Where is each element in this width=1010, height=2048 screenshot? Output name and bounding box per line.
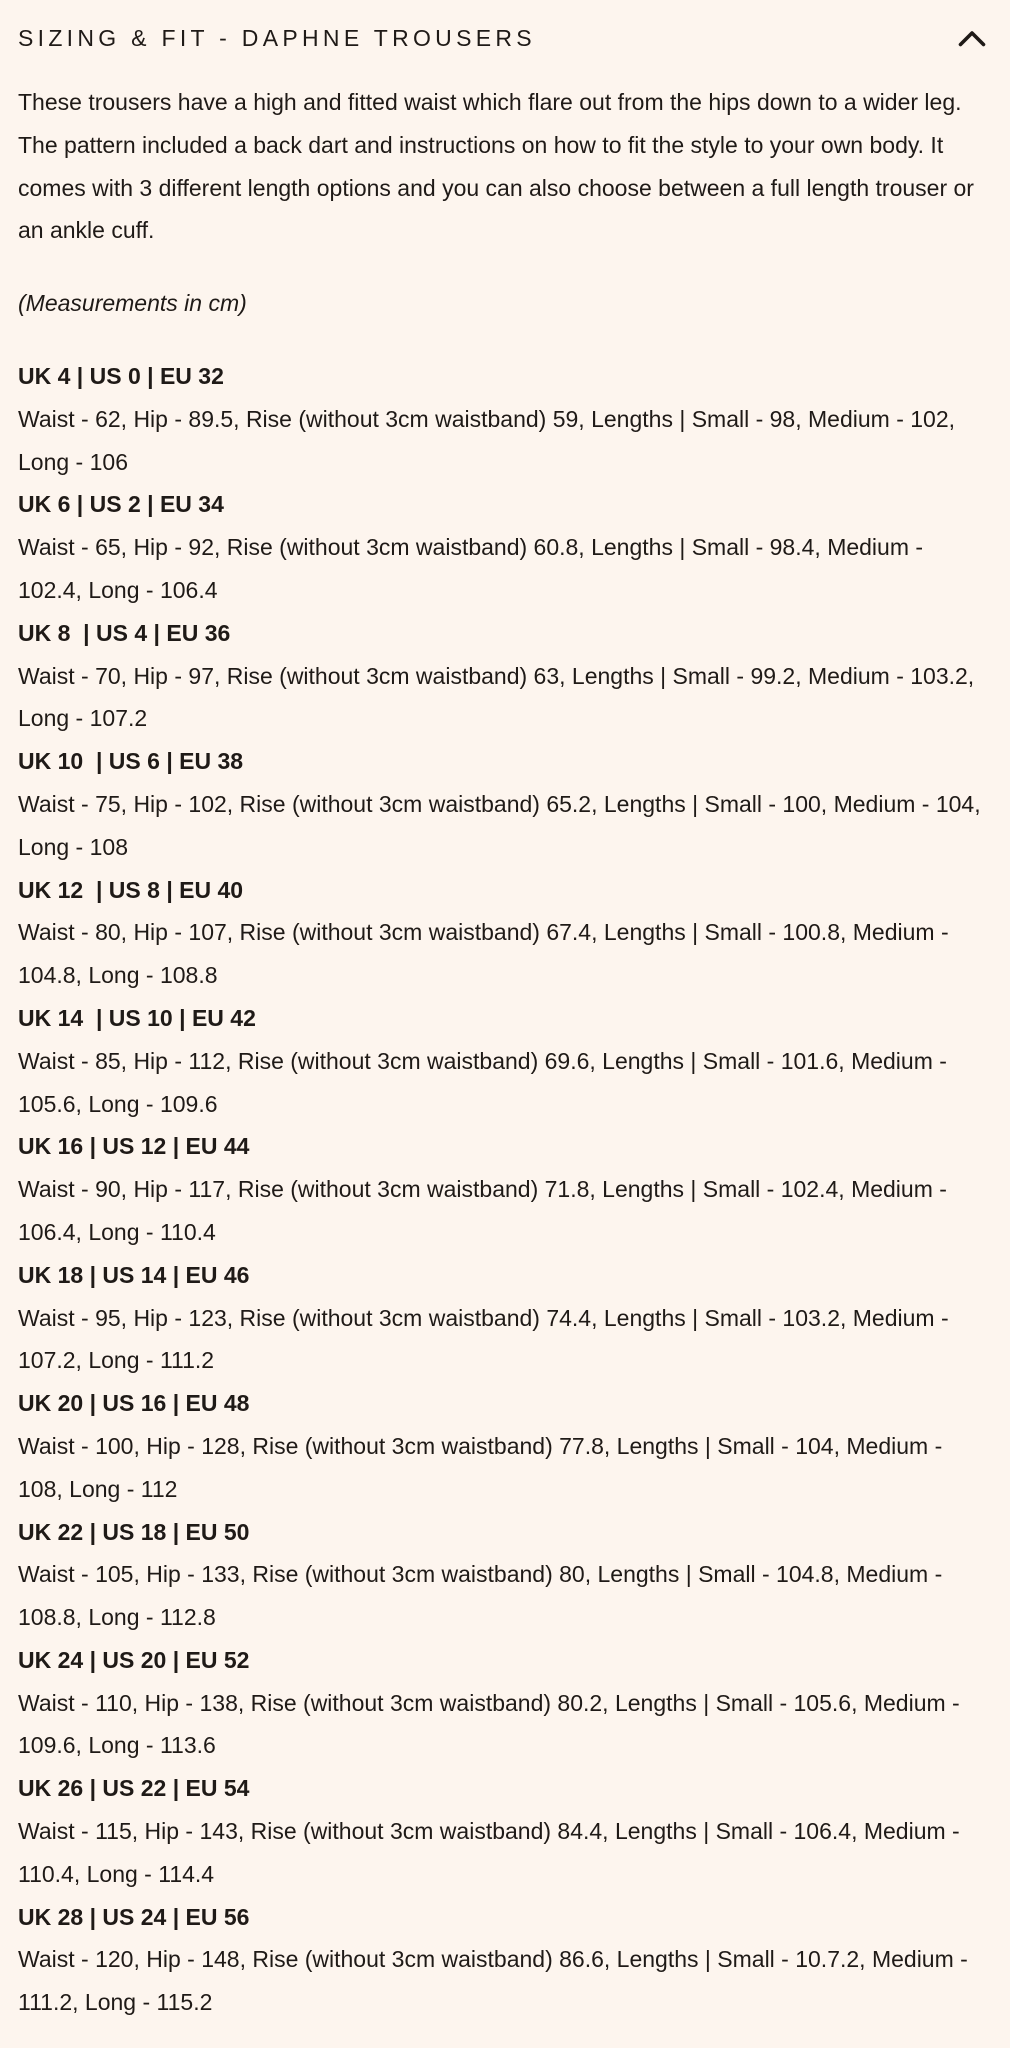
size-list <box>18 355 992 2024</box>
measurements-note: (Measurements in cm) <box>18 290 247 317</box>
size-heading: UK 22 | US 18 | EU 50 <box>18 1518 250 1545</box>
size-entry-uk18 <box>18 1254 992 1382</box>
size-entry-uk6 <box>18 483 992 611</box>
size-entry-uk10 <box>18 740 992 868</box>
size-measurements: Waist - 120, Hip - 148, Rise (without 3cm waistband) 86.6, Lengths | Small - 10.7.2, Medium - 111.2, Long - 115.2 <box>18 1946 968 2016</box>
size-entry-uk14 <box>18 997 992 1125</box>
accordion-title: SIZING & FIT - DAPHNE TROUSERS <box>18 24 536 51</box>
size-measurements: Waist - 80, Hip - 107, Rise (without 3cm waistband) 67.4, Lengths | Small - 100.8, Medium - 104.8, Long - 108.8 <box>18 919 949 989</box>
size-measurements: Waist - 110, Hip - 138, Rise (without 3cm waistband) 80.2, Lengths | Small - 105.6, Medium - 109.6, Long - 113.6 <box>18 1689 960 1759</box>
size-entry-uk12 <box>18 869 992 997</box>
size-measurements: Waist - 65, Hip - 92, Rise (without 3cm waistband) 60.8, Lengths | Small - 98.4, Medium - 102.4, Long - 106.4 <box>18 534 924 603</box>
size-entry-uk26 <box>18 1767 992 1895</box>
size-heading: UK 6 | US 2 | EU 34 <box>18 491 224 518</box>
size-measurements: Waist - 70, Hip - 97, Rise (without 3cm waistband) 63, Lengths | Small - 99.2, Medium - 103.2, Long - 107.2 <box>18 662 975 732</box>
chevron-up-icon[interactable] <box>946 18 986 58</box>
size-measurements: Waist - 90, Hip - 117, Rise (without 3cm waistband) 71.8, Lengths | Small - 102.4, Medium - 106.4, Long - 110.4 <box>18 1176 947 1245</box>
accordion-content <box>18 81 992 2024</box>
size-heading: UK 16 | US 12 | EU 44 <box>18 1133 250 1160</box>
size-entry-uk20 <box>18 1382 992 1510</box>
size-entry-uk24 <box>18 1639 992 1767</box>
size-heading: UK 12 | US 8 | EU 40 <box>18 876 244 903</box>
size-entry-uk4 <box>18 355 992 483</box>
size-measurements: Waist - 85, Hip - 112, Rise (without 3cm waistband) 69.6, Lengths | Small - 101.6, Medium - 105.6, Long - 109.6 <box>18 1047 947 1117</box>
size-measurements: Waist - 105, Hip - 133, Rise (without 3cm waistband) 80, Lengths | Small - 104.8, Medium - 108.8, Long - 112.8 <box>18 1561 943 1631</box>
accordion-header[interactable] <box>18 0 992 76</box>
size-heading: UK 24 | US 20 | EU 52 <box>18 1646 250 1673</box>
size-heading: UK 10 | US 6 | EU 38 <box>18 748 244 775</box>
size-entry-uk16 <box>18 1125 992 1253</box>
size-measurements: Waist - 62, Hip - 89.5, Rise (without 3cm waistband) 59, Lengths | Small - 98, Medium - 102, Long - 106 <box>18 405 956 475</box>
size-measurements: Waist - 115, Hip - 143, Rise (without 3cm waistband) 84.4, Lengths | Small - 106.4, Medium - 110.4, Long - 114.4 <box>18 1818 960 1887</box>
product-description: These trousers have a high and fitted waist which flare out from the hips down to a wider leg. The pattern included a back dart and instructions on how to fit the style to your own body. It comes with 3 different length options and you can also choose between a full length trouser or an ankle cuff. <box>18 89 974 244</box>
size-heading: UK 28 | US 24 | EU 56 <box>18 1903 250 1930</box>
size-entry-uk28 <box>18 1896 992 2024</box>
size-heading: UK 14 | US 10 | EU 42 <box>18 1004 256 1031</box>
size-heading: UK 18 | US 14 | EU 46 <box>18 1261 250 1288</box>
size-heading: UK 4 | US 0 | EU 32 <box>18 362 224 389</box>
size-entry-uk8 <box>18 612 992 740</box>
size-heading: UK 20 | US 16 | EU 48 <box>18 1390 250 1417</box>
size-heading: UK 8 | US 4 | EU 36 <box>18 619 231 646</box>
size-measurements: Waist - 100, Hip - 128, Rise (without 3cm waistband) 77.8, Lengths | Small - 104, Medium - 108, Long - 112 <box>18 1432 943 1502</box>
size-entry-uk22 <box>18 1511 992 1639</box>
size-measurements: Waist - 95, Hip - 123, Rise (without 3cm waistband) 74.4, Lengths | Small - 103.2, Medium - 107.2, Long - 111.2 <box>18 1304 949 1374</box>
size-heading: UK 26 | US 22 | EU 54 <box>18 1775 250 1802</box>
size-measurements: Waist - 75, Hip - 102, Rise (without 3cm waistband) 65.2, Lengths | Small - 100, Medium - 104, Long - 108 <box>18 790 981 860</box>
